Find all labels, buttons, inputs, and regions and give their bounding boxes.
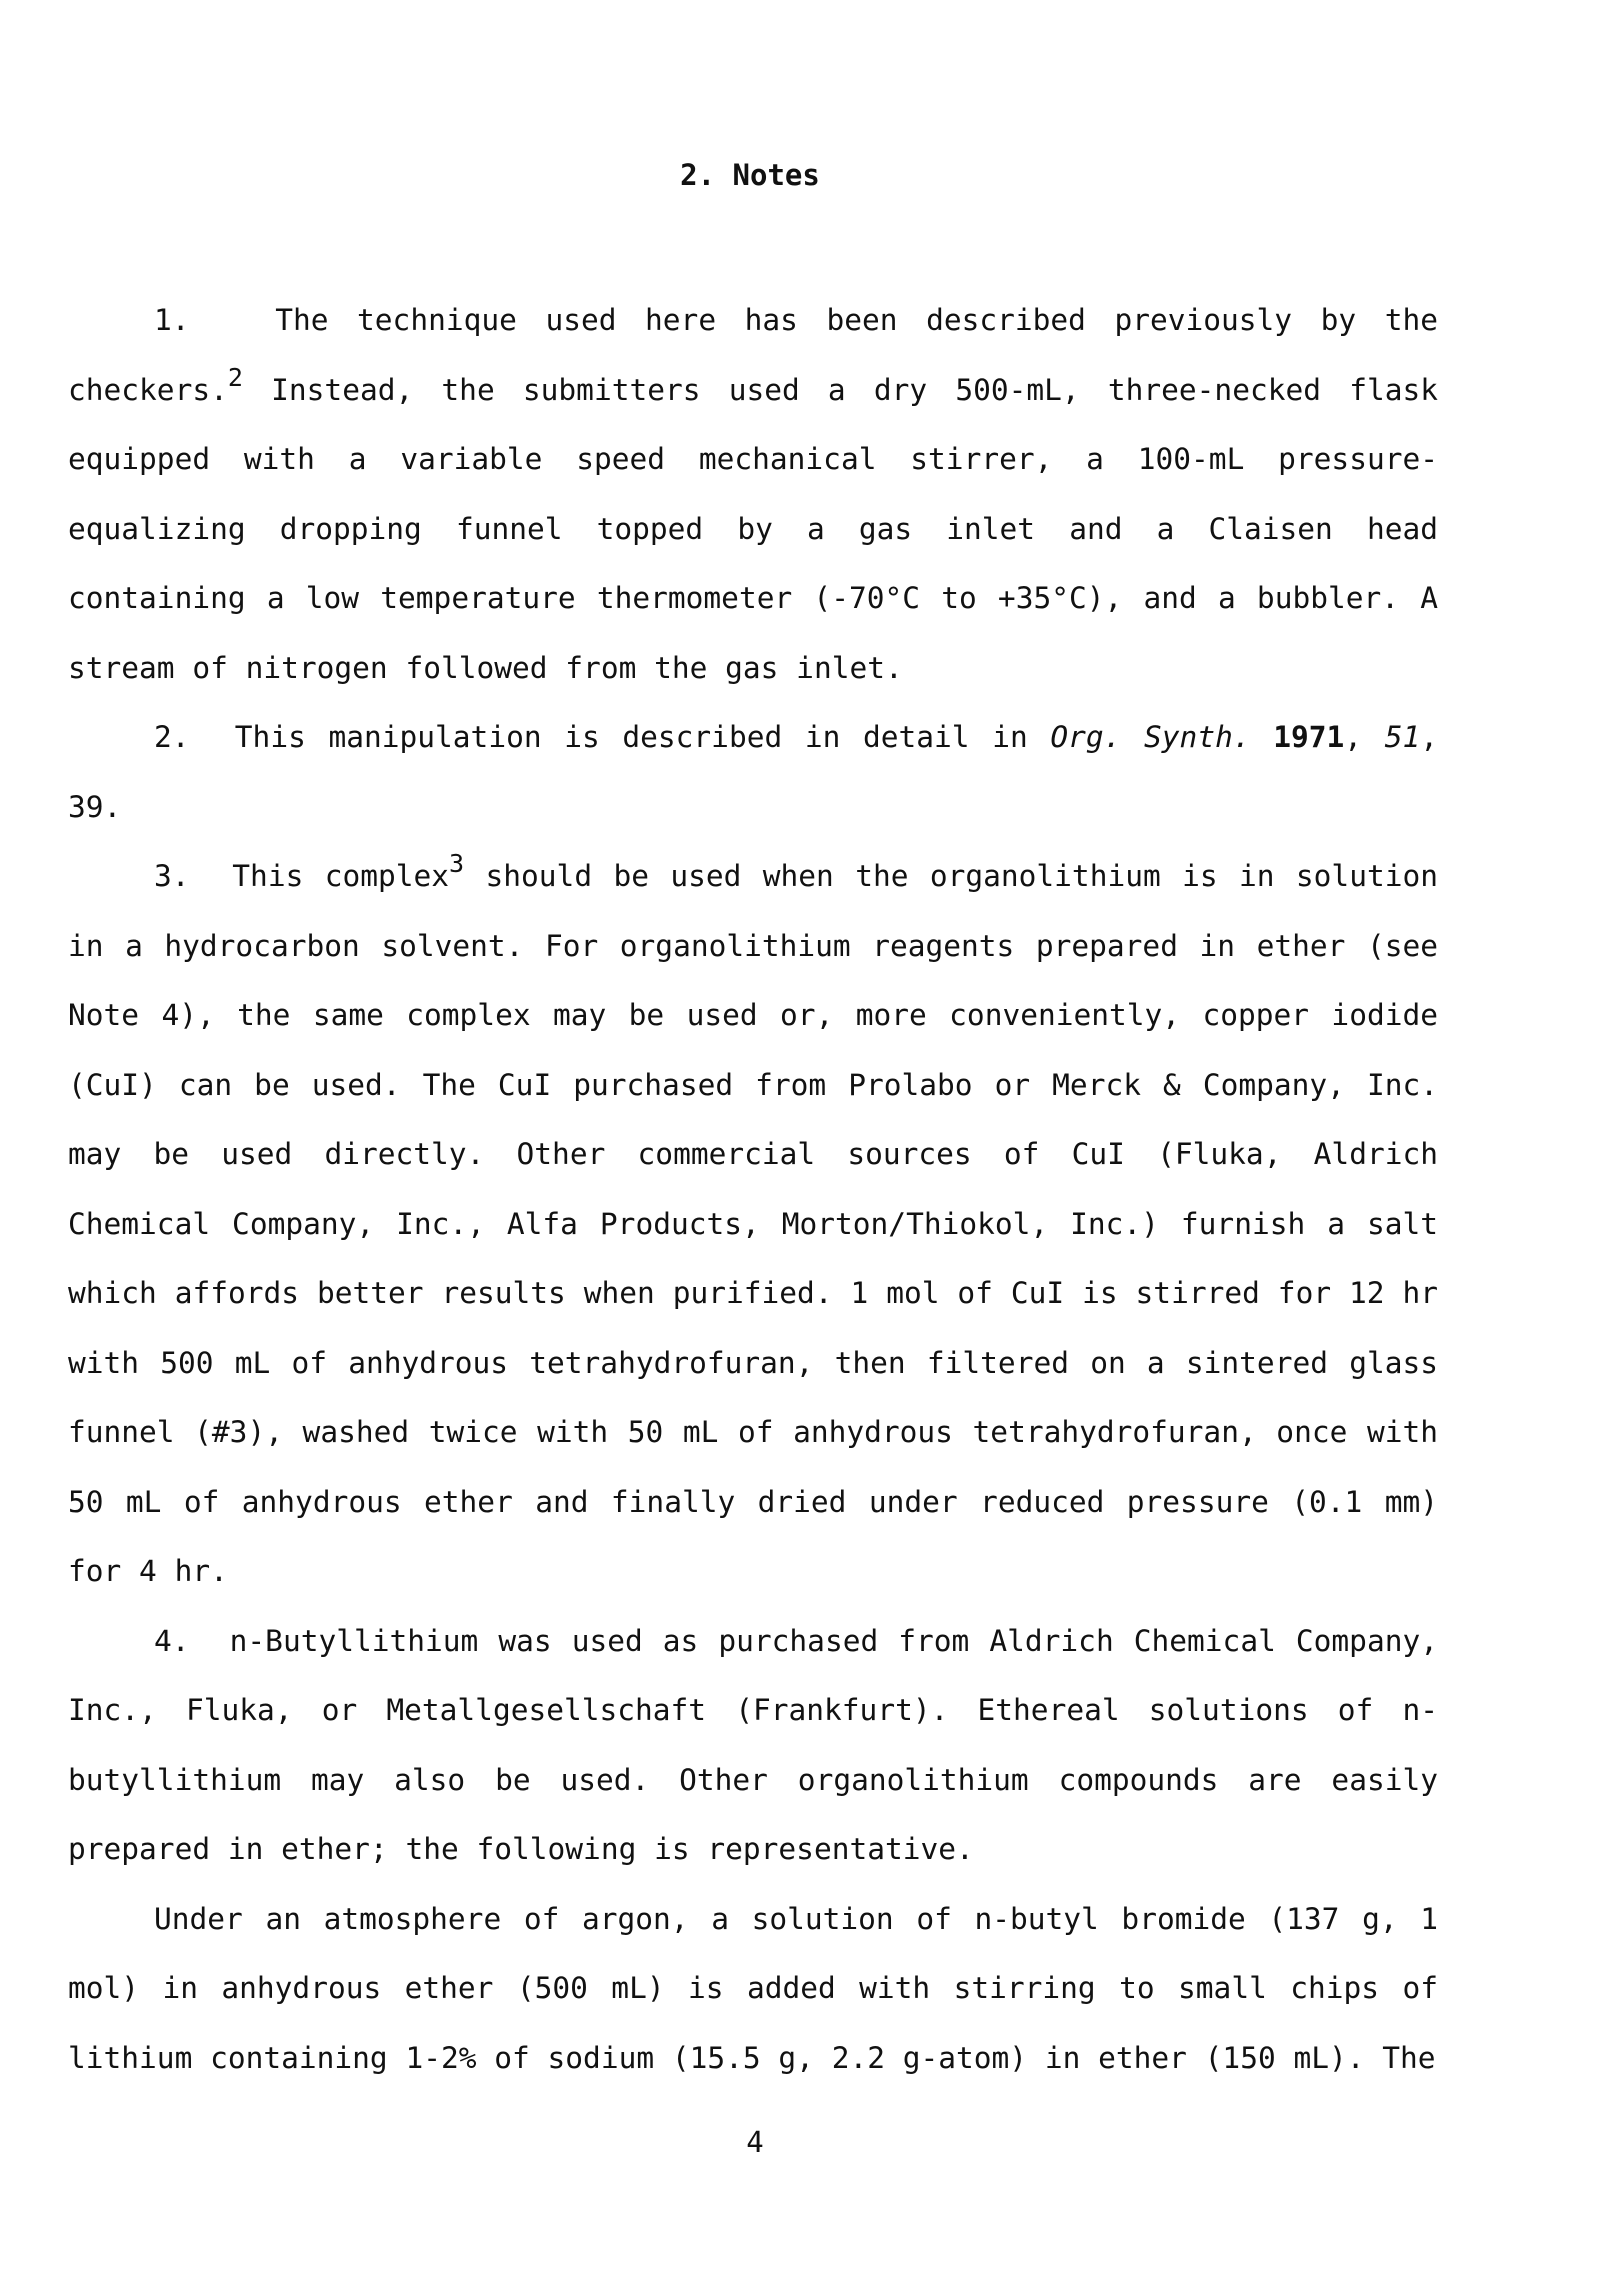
journal-volume: 51 (1384, 720, 1421, 754)
section-heading: 2. Notes (680, 158, 820, 192)
note-1 (68, 286, 1438, 703)
note-text: should be used when the organolithium is in solution in a hydrocarbon solvent. For organolithium reagents prepared in ether (see Note 4), the same complex may be used or, more conveniently, copper iodide (CuI) can be used. The CuI purchased from Prolabo or Merck & Company, Inc. may be used directly. Other commercial sources of CuI (Fluka, Aldrich Chemical Company, Inc., Alfa Products, Morton/Thiokol, Inc.) furnish a salt which affords better results when purified. 1 mol of CuI is stirred for 12 hr with 500 mL of anhydrous tetrahydrofuran, then filtered on a sintered glass funnel (#3), washed twice with 50 mL of anhydrous tetrahydrofuran, once with 50 mL of anhydrous ether and finally dried under reduced pressure (0.1 mm) for 4 hr. (68, 859, 1438, 1588)
note-text: The technique used here has been described previously by the checkers. (68, 303, 1438, 407)
note-2 (68, 703, 1438, 842)
journal-year: 1971 (1273, 720, 1345, 754)
note-number: 1. (154, 303, 190, 337)
note-text: This manipulation is described in detail in (234, 720, 1051, 754)
note-text: n-Butyllithium was used as purchased from Aldrich Chemical Company, Inc., Fluka, or Metallgesellschaft (Frankfurt). Ethereal solutions of n-butyllithium may also be used. Other organolithium compounds are easily prepared in ether; the following is representative. (68, 1623, 1438, 1866)
journal-name: Org. Synth. (1050, 720, 1251, 754)
continuation-paragraph: Under an atmosphere of argon, a solution of n-butyl bromide (137 g, 1 mol) in anhydrous ether (500 mL) is added with stirring to small chips of lithium containing 1-2% of sodium (15.5 g, 2.2 g-atom) in ether (150 mL). The (68, 1901, 1438, 2075)
reference-superscript: 2 (227, 362, 243, 392)
note-number: 2. (154, 720, 190, 754)
note-number: 4. (154, 1623, 190, 1658)
note-number: 3. (154, 859, 190, 893)
note-4 (68, 1607, 1438, 1885)
reference-superscript: 3 (449, 849, 465, 879)
page-number: 4 (746, 2125, 764, 2159)
notes-body (68, 286, 1438, 2093)
citation-pages: , 39. (68, 720, 1438, 824)
note-3 (68, 842, 1438, 1607)
note-text: This complex (232, 859, 450, 893)
note-text: Instead, the submitters used a dry 500-mL, three-necked flask equipped with a variable speed mechanical stirrer, a 100-mL pressure-equalizing dropping funnel topped by a gas inlet and a Claisen head containing a low temperature thermometer (-70°C to +35°C), and a bubbler. A stream of nitrogen followed from the gas inlet. (68, 372, 1438, 685)
citation-separator: , (1344, 720, 1385, 754)
